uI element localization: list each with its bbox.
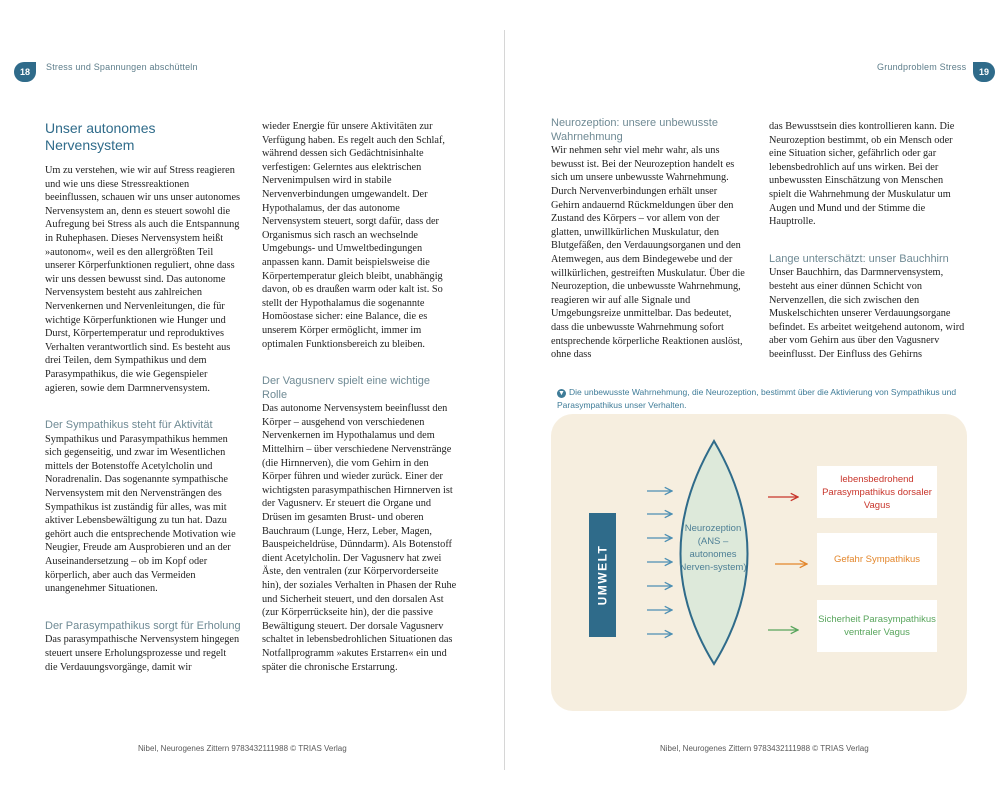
body-paragraph: das Bewusstsein dies kontrollieren kann. Die Neurozeption bestimmt, ob ein Mensch oder eine Situation sicher, gefährlich oder gar lebensbedrohlich auf uns wirken. Bei der unbewussten Einschätzung von Menschen spielt die Wahrnehmung der Muskulatur um Augen und Mund und der Stimme die Hauptrolle. (769, 121, 955, 228)
running-header-right: Grundproblem Stress (877, 62, 967, 72)
left-page-column-2 (262, 120, 458, 674)
left-page-column-1 (45, 120, 241, 674)
neurozeption-label: Neurozeption (ANS – autonomes Nerven-system) (679, 523, 747, 573)
figure-caption (557, 386, 967, 411)
outcome-box-lebensbedrohend: lebensbedrohend Parasympathikus dorsaler Vagus (817, 466, 937, 518)
right-page-column-1 (551, 117, 746, 362)
body-paragraph: Unser Bauchhirn, das Darmnervensystem, besteht aus einer dünnen Schicht von Nervenzellen, die sich zwischen den Muskelschichten unserer Verdauungsorgane befindet. Es arbeitet weitgehend autonom, wird aber vom Gehirn aus über den Vagusnerv beeinflusst. Der Einfluss des Gehirns (769, 267, 965, 360)
outcome-box-sicherheit: Sicherheit Parasympathikus ventraler Vagus (817, 600, 937, 652)
subheading: Der Sympathikus steht für Aktivität (45, 419, 213, 432)
subheading: Lange unterschätzt: unser Bauchhirn (769, 252, 949, 265)
body-paragraph: Um zu verstehen, wie wir auf Stress reagieren und wie uns diese Stressreaktionen beeinflussen, schauen wir uns unser autonomes Nervensystem an, denn es steuert sowohl die Aufregung bei Stress als auch die Entspannung in Ruhephasen. Dieses Nervensystem heißt »autonom«, weil es den allergrößten Teil unserer Körperfunktionen reguliert, ohne dass wir uns dessen bewusst sind. Das autonome Nervensystem besteht aus zahlreichen Nervenkernen und Nervenleitungen, die für wichtige Körperfunktionen wie Hunger und Durst, Körpertemperatur und reproduktives Verhalten verantwortlich sind. Es besteht aus drei Teilen, dem Sympathikus und dem Parasympathikus, die wie Gegenspieler agieren, sowie dem Darmnervensystem. (45, 165, 241, 394)
page-number-right: 19 (973, 62, 995, 82)
spacer (45, 596, 241, 620)
subheading: Der Vagusnerv spielt eine wichtige Rolle (262, 375, 430, 401)
arrow-down-circle-icon: ▼ (558, 390, 565, 397)
body-paragraph: Wir nehmen sehr viel mehr wahr, als uns bewusst ist. Bei der Neurozeption handelt es sich um unsere unbewusste Wahrnehmung. Durch Nervenverbindungen erhält unser Gehirn andauernd Rückmeldungen über den Zustand des Körpers – vor allem von der glatten, unwillkürlichen Muskulatur, den Blutgefäßen, den Verdauungsorganen und den Atemwegen, aus dem Bindegewebe und der willkürlichen, gestreiften Muskulatur. Über die Neurozeption, die unbewusste Wahrnehmung, reagieren wir auf alle Signale und Umgebungsreize unmittelbar. Das bedeutet, dass die unbewusste Wahrnehmung sofort entsprechende körperliche Reaktionen auslöst, ohne dass (551, 145, 745, 361)
right-page-column-2 (769, 120, 965, 362)
umwelt-label (589, 513, 616, 637)
body-paragraph: Das parasympathische Nervensystem hingegen steuert unsere Erholungsprozesse und regelt die Verdauungsvorgänge, damit wir (45, 634, 240, 673)
spacer (262, 351, 458, 375)
section-heading: Unser autonomes Nervensystem (45, 120, 156, 153)
umwelt-text: UMWELT (595, 544, 610, 606)
footer-left: Nibel, Neurogenes Zittern 9783432111988 © TRIAS Verlag (138, 744, 347, 753)
spacer (769, 229, 965, 253)
body-paragraph: Das autonome Nervensystem beeinflusst den Körper – ausgehend von verschiedenen Nervenkernen im Hypothalamus und dem Mittelhirn – über verschiedene Nervenstränge (die Hirnnerven), die vom Gehirn in den Körper führen und wieder zurück. Einer der wichtigsten parasympathischen Hirnnerven ist der Vagusnerv. Er steuert die Organe und Drüsen im gesamten Brust- und oberen Bauchraum (Lunge, Herz, Leber, Magen, Bauspeicheldrüse, Dünndarm). Als Botenstoff dient Acetylcholin. Der Vagusnerv hat zwei Äste, den ventralen (zur Körpervorderseite hin), der soziales Verhalten in Phasen der Ruhe und Sicherheit steuert, und den dorsalen Ast (zur Körperrückseite hin), der die passive Bewältigung steuert. Der dorsale Vagusnerv schaltet in lebensbedrohlichen Situationen das Notfallprogramm »akutes Erstarren« ein und später die chronische Erstarrung. (262, 403, 457, 673)
page-number-left: 18 (14, 62, 36, 82)
body-paragraph: Sympathikus und Parasympathikus hemmen sich gegenseitig, und zwar im Wesentlichen mittels der Botenstoffe Acetylcholin und Noradrenalin. Das sogenannte sympathische Nervensystem mit den Nervensträngen des Sympathikus ist zuständig für alles, was mit aktiver Lebensbewältigung zu tun hat. Dazu gehört auch die entsprechende Motivation wie Neugier, Freude am Ausprobieren und an der Auseinandersetzung – ob im Kopf oder körperlich, aber auch das Vermeiden unangenehmer Situationen. (45, 433, 236, 595)
subheading: Neurozeption: unsere unbewusste Wahrnehmung (551, 117, 718, 143)
outcome-box-gefahr: Gefahr Sympathikus (817, 533, 937, 585)
figure-caption-text: Die unbewusste Wahrnehmung, die Neurozeption, bestimmt über die Aktivierung von Sympathikus und Parasympathikus unser Verhalten. (557, 387, 957, 410)
subheading: Der Parasympathikus sorgt für Erholung (45, 619, 241, 632)
body-paragraph: wieder Energie für unsere Aktivitäten zur Verfügung haben. Es regelt auch den Schlaf, während dessen sich Gedächtnisinhalte verfestigen: Gelerntes aus elektrischen Nervenimpulsen wird in stabile Nervenverbindungen umgewandelt. Der Hypothalamus, der das autonome Nervensystem steuert, sorgt dafür, dass der Organismus sich rasch an wechselnde Umgebungs- und Umweltbedingungen anpassen kann. Damit beispielsweise die Körpertemperatur gleich bleibt, unabhängig davon, ob es draußen warm oder kalt ist. So stellt der Hypothalamus die sogenannte Homöostase sicher: eine Balance, die es unserem Körper ermöglicht, immer im optimalen Funktionsbereich zu bleiben. (262, 121, 445, 350)
spacer (45, 395, 241, 419)
footer-right: Nibel, Neurogenes Zittern 9783432111988 © TRIAS Verlag (660, 744, 869, 753)
running-header-left: Stress und Spannungen abschütteln (46, 62, 198, 72)
